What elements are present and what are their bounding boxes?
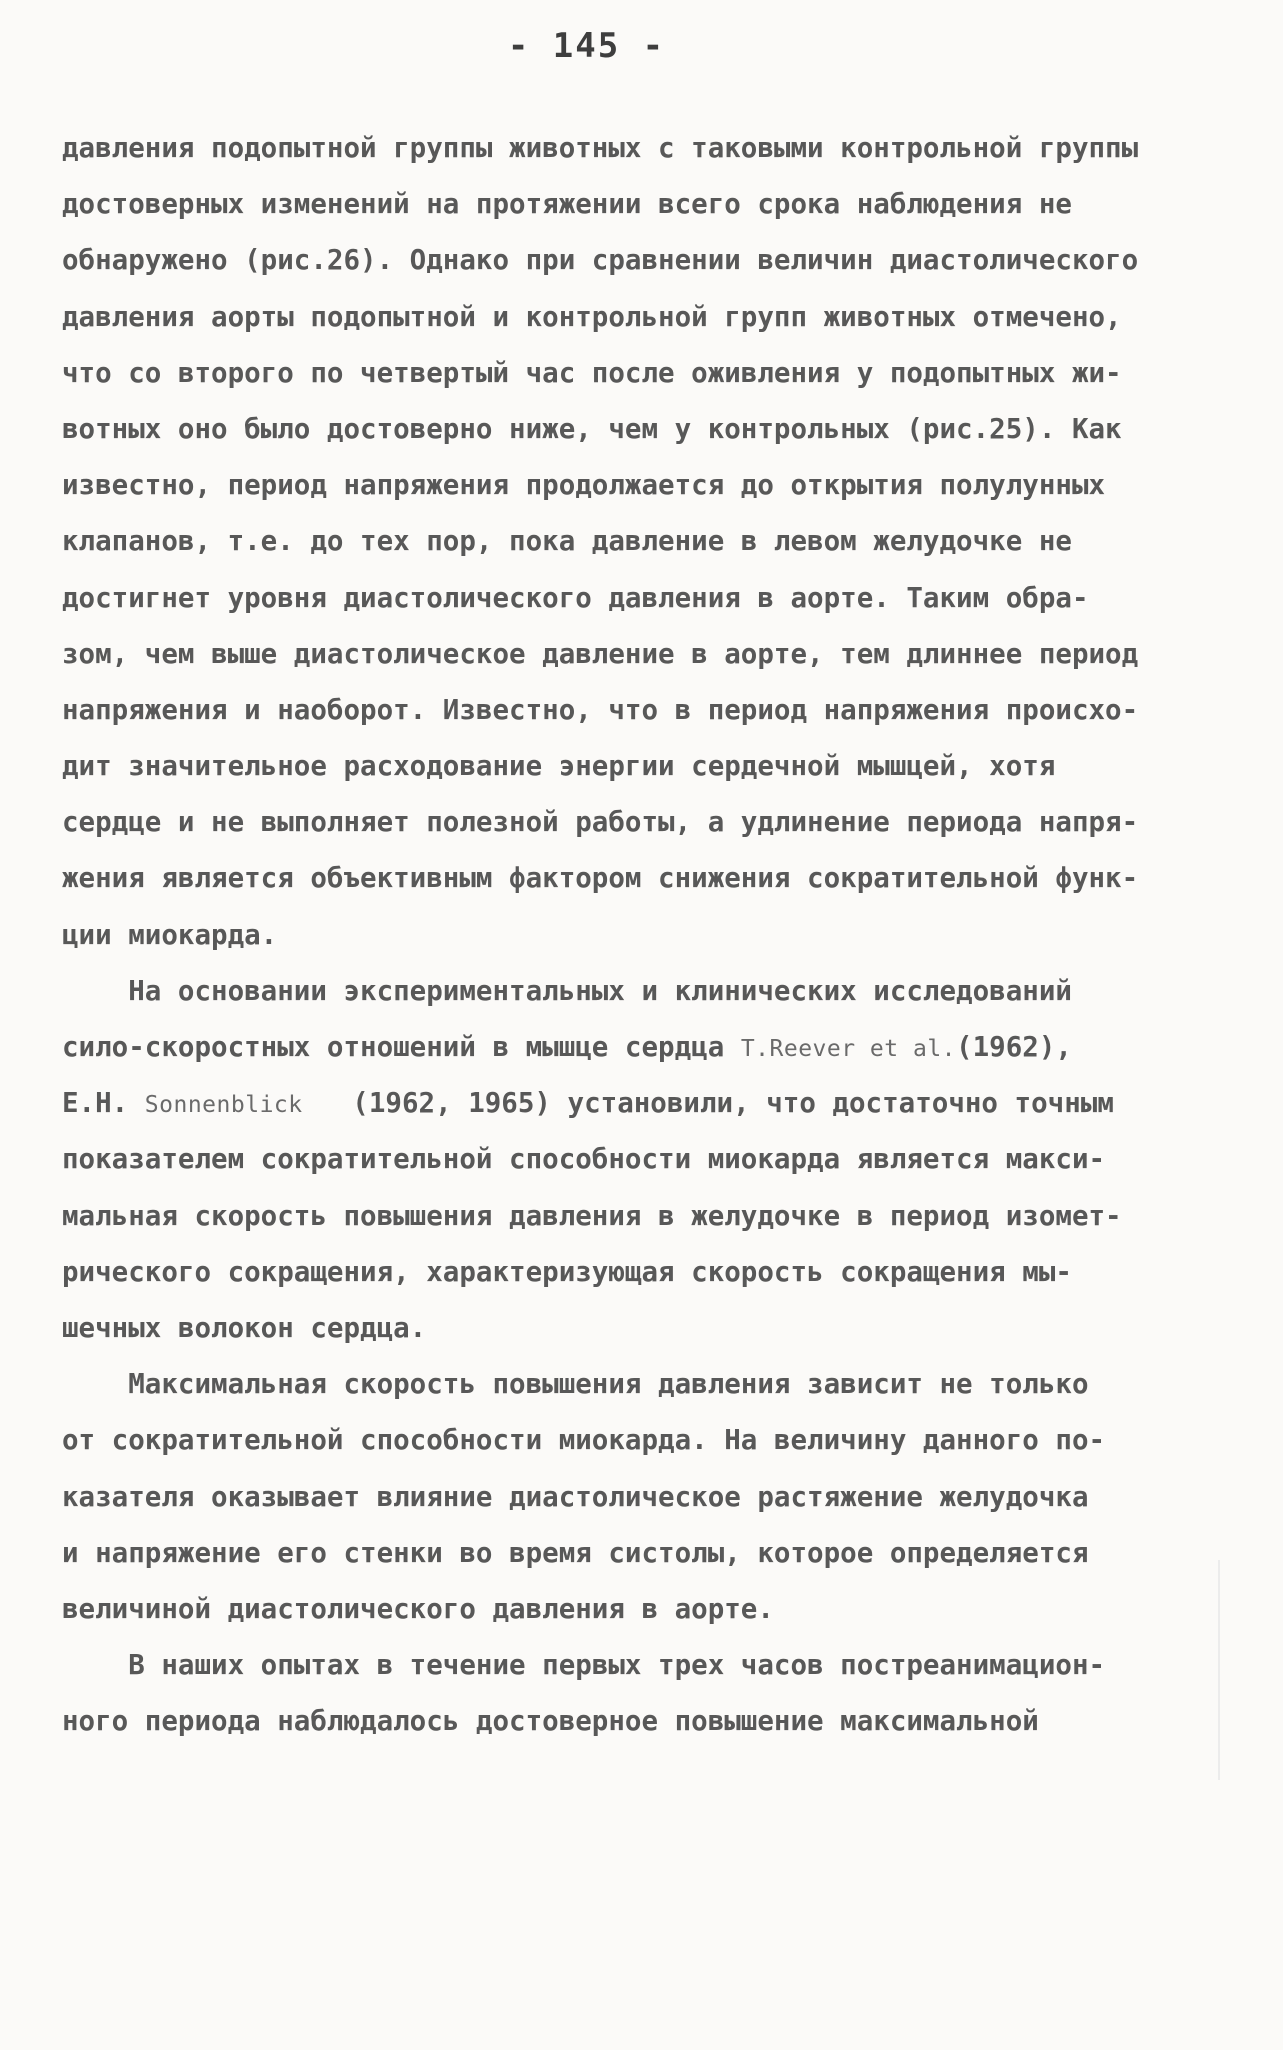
text-line: давления аорты подопытной и контрольной групп животных отмечено, <box>62 300 1122 333</box>
text-line: напряжения и наоборот. Известно, что в период напряжения происхо- <box>62 693 1139 726</box>
text-line: клапанов, т.е. до тех пор, пока давление в левом желудочке не <box>62 525 1072 558</box>
text-line: показателем сократительной способности миокарда является макси- <box>62 1143 1106 1176</box>
text-line: известно, период напряжения продолжается до открытия полулунных <box>62 469 1106 502</box>
text-line: Максимальная скорость повышения давления зависит не только <box>62 1368 1089 1401</box>
text-line: от сократительной способности миокарда. На величину данного по- <box>62 1424 1106 1457</box>
text-line: величиной диастолического давления в аорте. <box>62 1592 774 1625</box>
text-line: дит значительное расходование энергии сердечной мышцей, хотя <box>62 750 1056 783</box>
text-line: достигнет уровня диастолического давления в аорте. Таким обра- <box>62 581 1089 614</box>
line-text: Е.Н. <box>62 1087 145 1120</box>
text-line: жения является объективным фактором снижения сократительной функ- <box>62 862 1139 895</box>
text-line: На основании экспериментальных и клинических исследований <box>62 974 1072 1007</box>
text-line: ции миокарда. <box>62 918 278 951</box>
text-line: В наших опытах в течение первых трех часов постреанимацион- <box>62 1649 1106 1682</box>
text-line: что со второго по четвертый час после оживления у подопытных жи- <box>62 356 1122 389</box>
text-line: мальная скорость повышения давления в желудочке в период изомет- <box>62 1199 1122 1232</box>
text-line: ного периода наблюдалось достоверное повышение максимальной <box>62 1705 1039 1738</box>
text-line: зом, чем выше диастолическое давление в аорте, тем длиннее период <box>62 637 1139 670</box>
text-line: вотных оно было достоверно ниже, чем у контрольных (рис.25). Как <box>62 412 1122 445</box>
text-line-with-citation <box>62 1075 1192 1131</box>
text-line-with-citation <box>62 1019 1192 1075</box>
text-line: обнаружено (рис.26). Однако при сравнении величин диастолического <box>62 244 1139 277</box>
citation-author: Sonnenblick <box>144 1092 303 1119</box>
text-line: шечных волокон сердца. <box>62 1311 427 1344</box>
text-line: сердце и не выполняет полезной работы, а удлинение периода напря- <box>62 806 1139 839</box>
text-line: казателя оказывает влияние диастолическое растяжение желудочка <box>62 1480 1089 1513</box>
text-line: рического сокращения, характеризующая скорость сокращения мы- <box>62 1255 1072 1288</box>
citation-author: T.Reever et al. <box>740 1036 957 1062</box>
page-number: - 145 - <box>507 26 666 66</box>
body-text <box>62 120 1192 1749</box>
text-line: и напряжение его стенки во время систолы, которое определяется <box>62 1536 1089 1569</box>
text-line: давления подопытной группы животных с таковыми контрольной группы <box>62 132 1139 164</box>
line-text: сило-скоростных отношений в мышце сердца <box>62 1031 741 1063</box>
text-line: достоверных изменений на протяжении всего срока наблюдения не <box>62 188 1072 221</box>
scan-edge-line <box>1218 1560 1220 1780</box>
line-text: (1962, 1965) установили, что достаточно точным <box>302 1087 1114 1120</box>
citation-year: (1962), <box>956 1031 1072 1063</box>
